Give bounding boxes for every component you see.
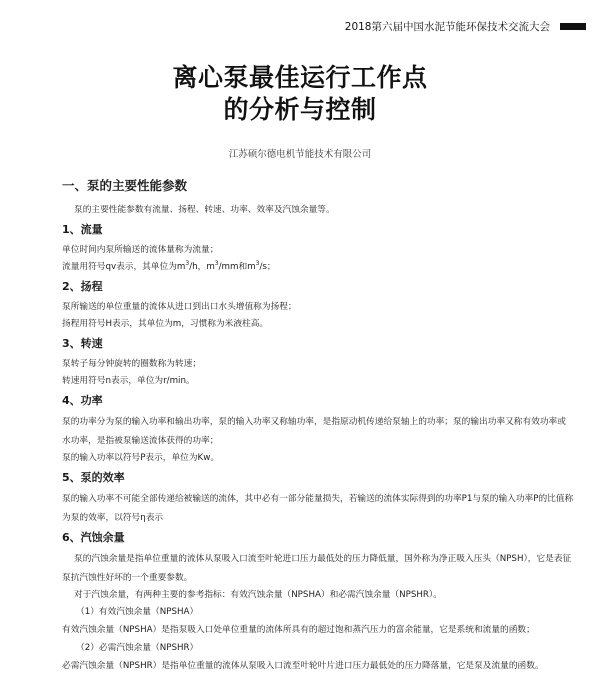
paragraph: 泵转子每分钟旋转的圈数称为转速； (62, 359, 201, 369)
paragraph: （1）有效汽蚀余量（NPSHA） (76, 607, 199, 617)
title-line-2: 的分析与控制 (223, 95, 377, 124)
paragraph: 泵的输入功率不可能全部传递给被输送的流体，其中必有一部分能量损失，若输送的流体实际得到的功率P1与泵的输入功率P的比值称为泵的效率，以符号η表示 (62, 494, 574, 523)
subsection-heading-npsh: 6、汽蚀余量 (62, 531, 125, 544)
paragraph: 泵的汽蚀余量是指单位重量的流体从泵吸入口流至叶轮进口压力最低处的压力降低量，国外称为净正吸入压头（NPSH），它是表征泵抗汽蚀性好坏的一个重要参数。 (62, 554, 572, 583)
paragraph: 对于汽蚀余量，有两种主要的参考指标：有效汽蚀余量（NPSHA）和必需汽蚀余量（NPSHR）。 (74, 590, 442, 600)
paragraph: 转速用符号n表示，单位为r/min。 (62, 376, 195, 386)
paper-title (0, 62, 600, 126)
subsection-heading-efficiency: 5、泵的效率 (62, 471, 125, 484)
section-heading: 一、泵的主要性能参数 (62, 178, 188, 193)
paragraph: 扬程用符号H表示，其单位为m，习惯称为米液柱高。 (62, 319, 269, 329)
subsection-heading-flow: 1、流量 (62, 223, 103, 236)
paper-body (62, 178, 574, 675)
paragraph: （2）必需汽蚀余量（NPSHR） (76, 642, 199, 653)
subsection-heading-head: 2、扬程 (62, 280, 103, 293)
author-affiliation: 江苏硕尔德电机节能技术有限公司 (228, 149, 372, 160)
title-line-1: 离心泵最佳运行工作点 (172, 63, 428, 92)
conference-name: 2018第六届中国水泥节能环保技术交流大会 (344, 20, 550, 33)
subsection-heading-speed: 3、转速 (62, 337, 103, 350)
running-header (345, 19, 586, 33)
paragraph: 必需汽蚀余量（NPSHR）是指单位重量的流体从泵吸入口流至叶轮叶片进口压力最低处的压力降落量，它是泵及流量的函数。 (62, 660, 544, 671)
paragraph: 泵的输入功率以符号P表示，单位为Kw。 (62, 453, 220, 463)
paragraph: 单位时间内泵所输送的流体量称为流量； (62, 245, 219, 255)
header-bar-mark (560, 23, 586, 30)
paragraph: 有效汽蚀余量（NPSHA）是指泵吸入口处单位重量的流体所具有的超过饱和蒸汽压力的富余能量，它是系统和流量的函数； (62, 625, 535, 635)
paragraph: 泵所输送的单位重量的流体从进口到出口水头增值称为扬程； (62, 302, 297, 312)
paragraph-flow-units: 流量用符号qv表示，其单位为$m^3/h$，$m^3/mm$和$m^3/s$； (62, 260, 276, 272)
section-intro: 泵的主要性能参数有流量、扬程、转速、功率、效率及汽蚀余量等。 (74, 205, 335, 215)
paragraph: 泵的功率分为泵的输入功率和输出功率，泵的输入功率又称轴功率，是指原动机传递给泵轴上的功率；泵的输出功率又称有效功率或水功率，是指被泵输送流体获得的功率； (62, 417, 566, 446)
subsection-heading-power: 4、功率 (62, 394, 103, 407)
